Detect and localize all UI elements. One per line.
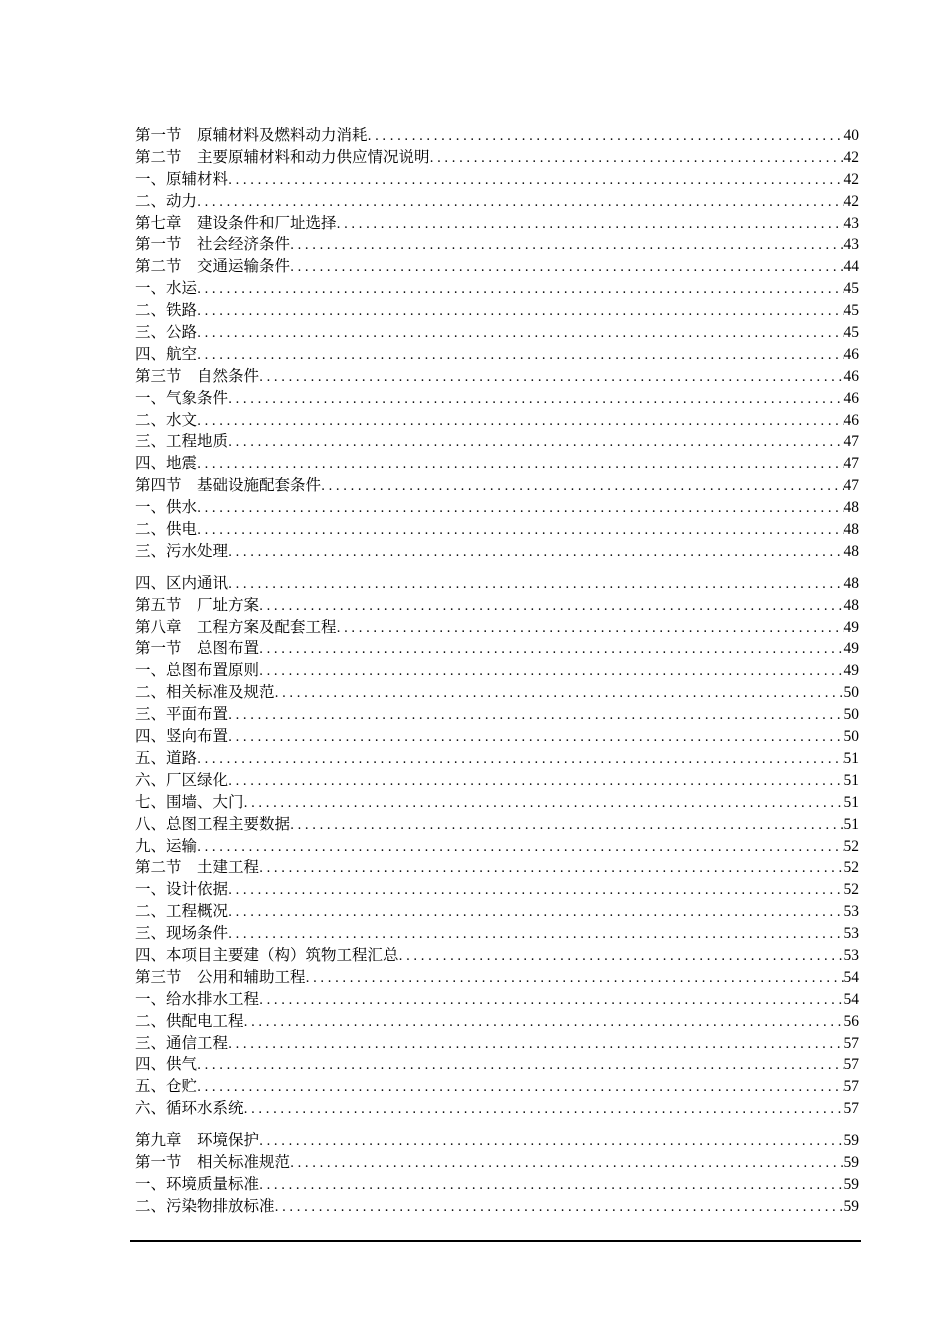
toc-entry[interactable]	[135, 366, 859, 388]
toc-entry[interactable]	[135, 1098, 859, 1120]
toc-entry[interactable]	[135, 213, 859, 235]
toc-entry-title: 第三节 公用和辅助工程	[135, 967, 306, 986]
toc-entry-title: 四、本项目主要建（构）筑物工程汇总	[135, 945, 399, 964]
toc-entry-page: 40	[843, 127, 859, 144]
dot-leader	[228, 574, 843, 596]
toc-entry-title: 第四节 基础设施配套条件	[135, 476, 322, 495]
dot-leader	[259, 858, 843, 880]
toc-entry[interactable]	[135, 573, 859, 595]
footer-rule	[130, 1240, 861, 1242]
toc-entry-title: 一、环境质量标准	[135, 1174, 260, 1193]
toc-entry[interactable]	[135, 945, 859, 967]
dot-leader	[399, 946, 844, 968]
toc-entry-page: 48	[843, 596, 859, 614]
dot-leader	[290, 235, 843, 257]
toc-entry[interactable]	[135, 388, 859, 410]
toc-entry-title: 第七章 建设条件和厂址选择	[135, 213, 337, 232]
dot-leader	[306, 968, 844, 990]
dot-leader	[259, 990, 843, 1012]
toc-entry-title: 四、地震	[135, 454, 198, 473]
toc-entry-page: 48	[843, 542, 859, 560]
toc-entry-title: 七、围墙、大门	[135, 792, 244, 811]
toc-entry[interactable]	[135, 682, 859, 704]
toc-entry[interactable]	[135, 836, 859, 858]
toc-entry[interactable]	[135, 322, 859, 344]
toc-entry-title: 二、污染物排放标准	[135, 1196, 275, 1215]
toc-entry-title: 一、给水排水工程	[135, 989, 260, 1008]
toc-entry[interactable]	[135, 453, 859, 475]
toc-entry-page: 49	[843, 640, 859, 658]
toc-entry-title: 三、通信工程	[135, 1033, 229, 1052]
toc-entry-page: 59	[843, 1197, 859, 1215]
table-of-contents	[135, 125, 859, 1218]
toc-entry-page: 43	[843, 214, 859, 232]
toc-entry-title: 五、道路	[135, 748, 198, 767]
dot-leader	[197, 411, 843, 433]
toc-entry-title: 一、气象条件	[135, 388, 229, 407]
dot-leader	[197, 279, 843, 301]
toc-entry-page: 52	[843, 881, 859, 899]
toc-entry[interactable]	[135, 792, 859, 814]
toc-entry-title: 三、公路	[135, 323, 198, 342]
dot-leader	[259, 1131, 843, 1153]
dot-leader	[259, 367, 843, 389]
toc-entry-title: 三、平面布置	[135, 705, 229, 724]
toc-entry-title: 第五节 厂址方案	[135, 595, 260, 614]
toc-entry-page: 48	[843, 521, 859, 539]
toc-entry-page: 49	[843, 662, 859, 680]
toc-entry-title: 四、竖向布置	[135, 727, 229, 746]
dot-leader	[197, 837, 843, 859]
dot-leader	[321, 476, 843, 498]
toc-entry[interactable]	[135, 923, 859, 945]
dot-leader	[228, 389, 843, 411]
toc-entry-page: 48	[843, 574, 859, 592]
toc-entry[interactable]	[135, 344, 859, 366]
toc-entry-page: 53	[843, 925, 859, 943]
dot-leader	[228, 1034, 843, 1056]
toc-entry-title: 九、运输	[135, 836, 198, 855]
toc-entry-page: 46	[843, 411, 859, 429]
dot-leader	[259, 596, 843, 618]
toc-entry-page: 54	[843, 990, 859, 1008]
toc-entry-title: 三、现场条件	[135, 924, 229, 943]
dot-leader	[197, 454, 843, 476]
toc-entry-title: 一、水运	[135, 279, 198, 298]
toc-entry-title: 第二节 土建工程	[135, 858, 260, 877]
toc-entry-title: 四、供气	[135, 1055, 198, 1074]
toc-entry-title: 四、航空	[135, 344, 198, 363]
toc-entry-title: 第九章 环境保护	[135, 1131, 260, 1150]
dot-leader	[275, 683, 844, 705]
toc-entry-page: 52	[843, 837, 859, 855]
dot-leader	[290, 815, 843, 837]
toc-entry[interactable]	[135, 770, 859, 792]
dot-leader	[290, 1153, 843, 1175]
toc-entry-title: 一、总图布置原则	[135, 661, 260, 680]
toc-entry[interactable]	[135, 595, 859, 617]
toc-entry-page: 46	[843, 389, 859, 407]
toc-entry-title: 二、相关标准及规范	[135, 683, 275, 702]
toc-entry[interactable]	[135, 814, 859, 836]
dot-leader	[244, 1099, 844, 1121]
toc-entry-page: 51	[843, 749, 859, 767]
toc-entry-title: 第八章 工程方案及配套工程	[135, 617, 337, 636]
toc-entry-page: 47	[843, 477, 859, 495]
dot-leader	[228, 542, 843, 564]
toc-entry[interactable]	[135, 617, 859, 639]
dot-leader	[228, 705, 843, 727]
dot-leader	[197, 498, 843, 520]
dot-leader	[259, 661, 843, 683]
toc-entry-page: 48	[843, 499, 859, 517]
dot-leader	[228, 902, 843, 924]
toc-entry-page: 43	[843, 236, 859, 254]
toc-entry[interactable]	[135, 497, 859, 519]
toc-entry-page: 52	[843, 859, 859, 877]
toc-entry-title: 第一节 相关标准规范	[135, 1152, 291, 1171]
toc-entry[interactable]	[135, 125, 859, 147]
toc-entry[interactable]	[135, 1196, 859, 1218]
toc-entry[interactable]	[135, 519, 859, 541]
toc-entry-page: 51	[843, 771, 859, 789]
dot-leader	[197, 301, 843, 323]
dot-leader	[197, 749, 843, 771]
toc-entry[interactable]	[135, 541, 859, 563]
toc-entry[interactable]	[135, 1130, 859, 1152]
toc-entry-page: 51	[843, 815, 859, 833]
dot-leader	[244, 1012, 844, 1034]
toc-entry[interactable]	[135, 638, 859, 660]
toc-entry-title: 二、动力	[135, 191, 198, 210]
toc-entry-page: 51	[843, 793, 859, 811]
toc-entry-title: 六、循环水系统	[135, 1099, 244, 1118]
toc-entry-title: 一、设计依据	[135, 880, 229, 899]
toc-entry-title: 三、工程地质	[135, 432, 229, 451]
toc-entry[interactable]	[135, 278, 859, 300]
dot-leader	[197, 1055, 843, 1077]
toc-entry-page: 47	[843, 455, 859, 473]
toc-entry[interactable]	[135, 748, 859, 770]
toc-entry[interactable]	[135, 704, 859, 726]
dot-leader	[228, 727, 843, 749]
toc-entry[interactable]	[135, 1076, 859, 1098]
dot-leader	[275, 1197, 844, 1219]
dot-leader	[197, 323, 843, 345]
toc-entry-title: 第三节 自然条件	[135, 366, 260, 385]
dot-leader	[337, 214, 844, 236]
toc-entry[interactable]	[135, 660, 859, 682]
toc-entry-title: 三、污水处理	[135, 541, 229, 560]
toc-entry-title: 第一节 总图布置	[135, 639, 260, 658]
dot-leader	[197, 1077, 843, 1099]
toc-entry-page: 50	[843, 706, 859, 724]
dot-leader	[228, 432, 843, 454]
toc-entry-page: 56	[843, 1012, 859, 1030]
toc-entry-page: 49	[843, 618, 859, 636]
dot-leader	[228, 771, 843, 793]
toc-entry-page: 53	[843, 946, 859, 964]
dot-leader	[337, 618, 844, 640]
toc-entry[interactable]	[135, 857, 859, 879]
toc-entry[interactable]	[135, 256, 859, 278]
toc-entry[interactable]	[135, 169, 859, 191]
toc-entry[interactable]	[135, 191, 859, 213]
toc-entry[interactable]	[135, 475, 859, 497]
toc-entry-page: 50	[843, 684, 859, 702]
toc-entry-title: 二、工程概况	[135, 902, 229, 921]
dot-leader	[197, 520, 843, 542]
toc-entry-title: 第一节 原辅材料及燃料动力消耗	[135, 126, 368, 144]
toc-entry-page: 59	[843, 1175, 859, 1193]
toc-entry-page: 57	[843, 1078, 859, 1096]
toc-entry[interactable]	[135, 234, 859, 256]
dot-leader	[228, 170, 843, 192]
toc-entry-title: 第一节 社会经济条件	[135, 235, 291, 254]
toc-entry[interactable]	[135, 147, 859, 169]
dot-leader	[430, 148, 844, 170]
toc-entry-page: 44	[843, 258, 859, 276]
dot-leader	[197, 345, 843, 367]
toc-entry-title: 二、供电	[135, 520, 198, 539]
toc-entry-title: 第二节 主要原辅材料和动力供应情况说明	[135, 147, 430, 166]
toc-entry-title: 一、供水	[135, 498, 198, 517]
toc-entry-page: 59	[843, 1132, 859, 1150]
toc-entry-page: 42	[843, 170, 859, 188]
toc-entry[interactable]	[135, 879, 859, 901]
toc-entry-page: 54	[843, 968, 859, 986]
toc-entry-page: 57	[843, 1100, 859, 1118]
toc-entry-title: 一、原辅材料	[135, 169, 229, 188]
toc-entry-page: 42	[843, 192, 859, 210]
toc-entry[interactable]	[135, 1152, 859, 1174]
toc-entry-page: 45	[843, 280, 859, 298]
toc-entry[interactable]	[135, 431, 859, 453]
toc-entry[interactable]	[135, 726, 859, 748]
dot-leader	[228, 924, 843, 946]
toc-entry[interactable]	[135, 410, 859, 432]
toc-entry-page: 46	[843, 345, 859, 363]
toc-entry-page: 57	[843, 1034, 859, 1052]
toc-entry-title: 二、铁路	[135, 301, 198, 320]
toc-entry[interactable]	[135, 989, 859, 1011]
toc-entry[interactable]	[135, 1033, 859, 1055]
toc-entry-title: 第二节 交通运输条件	[135, 257, 291, 276]
toc-entry[interactable]	[135, 1011, 859, 1033]
dot-leader	[368, 126, 844, 148]
toc-entry-page: 57	[843, 1056, 859, 1074]
toc-entry-title: 八、总图工程主要数据	[135, 814, 291, 833]
toc-entry-page: 53	[843, 903, 859, 921]
toc-entry-title: 六、厂区绿化	[135, 770, 229, 789]
dot-leader	[259, 639, 843, 661]
dot-leader	[290, 257, 843, 279]
toc-entry-page: 59	[843, 1153, 859, 1171]
toc-entry[interactable]	[135, 901, 859, 923]
toc-entry-title: 二、水文	[135, 410, 198, 429]
dot-leader	[228, 880, 843, 902]
dot-leader	[244, 793, 844, 815]
toc-entry[interactable]	[135, 1054, 859, 1076]
toc-entry-title: 二、供配电工程	[135, 1011, 244, 1030]
toc-entry[interactable]	[135, 967, 859, 989]
toc-entry-page: 46	[843, 367, 859, 385]
toc-entry-page: 50	[843, 728, 859, 746]
toc-entry[interactable]	[135, 1174, 859, 1196]
toc-entry-page: 45	[843, 324, 859, 342]
toc-entry-page: 42	[843, 148, 859, 166]
toc-entry[interactable]	[135, 300, 859, 322]
dot-leader	[259, 1175, 843, 1197]
toc-entry-page: 47	[843, 433, 859, 451]
toc-entry-title: 五、仓贮	[135, 1077, 198, 1096]
dot-leader	[197, 192, 843, 214]
toc-entry-title: 四、区内通讯	[135, 573, 229, 592]
toc-entry-page: 45	[843, 302, 859, 320]
